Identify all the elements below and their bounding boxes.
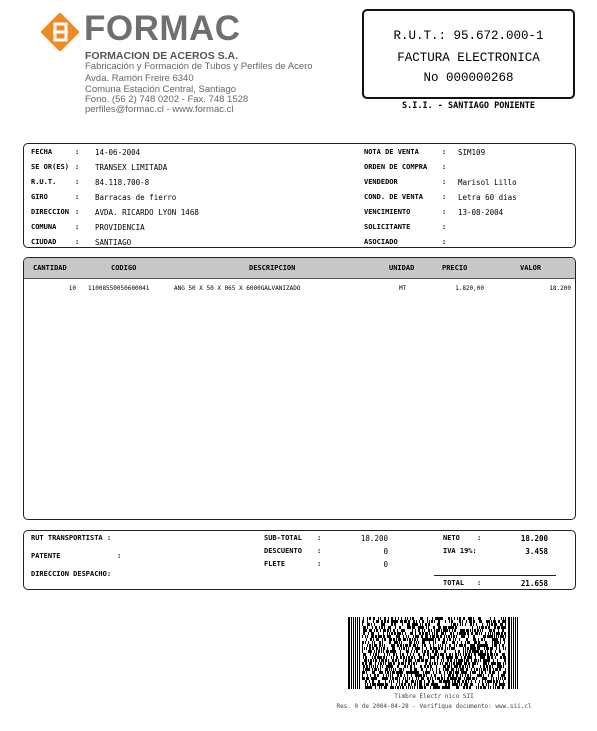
- neto-colon: :: [477, 534, 482, 542]
- field-colon: :: [442, 178, 447, 186]
- field-colon: :: [442, 163, 447, 171]
- descuento-value: 0: [383, 547, 388, 556]
- field-colon: :: [75, 223, 80, 231]
- field-value: Marisol Lillo: [458, 178, 517, 187]
- total-label: TOTAL: [443, 579, 465, 587]
- address-line: Comuna Estación Central, Santiago: [85, 84, 237, 95]
- header-precio: PRECIO: [442, 264, 468, 272]
- iva-label: IVA 19%:: [443, 547, 477, 555]
- patente-label: PATENTE: [31, 552, 61, 560]
- field-colon: :: [75, 163, 80, 171]
- field-label: VENDEDOR: [364, 178, 398, 186]
- company-name: FORMACION DE ACEROS S.A.: [85, 50, 239, 62]
- header-cantidad: CANTIDAD: [33, 264, 67, 272]
- iva-value: 3.458: [525, 547, 548, 556]
- total-colon: :: [477, 579, 482, 587]
- field-label: CIUDAD: [31, 238, 57, 246]
- items-table: [23, 257, 576, 520]
- document-type: FACTURA ELECTRONICA: [397, 51, 540, 65]
- address-line: Fono. (56 2) 748 0202 - Fax. 748 1528: [85, 94, 249, 105]
- field-value: TRANSEX LIMITADA: [95, 163, 168, 172]
- total-value: 21.658: [520, 579, 548, 588]
- field-value: 13-08-2004: [458, 208, 504, 217]
- field-label: ASOCIADO: [364, 238, 398, 246]
- field-value: SIM109: [458, 148, 486, 157]
- sii-office: S.I.I. - SANTIAGO PONIENTE: [401, 101, 536, 111]
- subtotal-label: SUB-TOTAL: [264, 534, 302, 542]
- field-label: COND. DE VENTA: [364, 193, 424, 201]
- header-valor: VALOR: [520, 264, 542, 272]
- field-label: DIRECCION: [31, 208, 69, 216]
- pdf417-barcode-icon: [348, 617, 520, 689]
- field-colon: :: [442, 193, 447, 201]
- total-divider: [434, 575, 556, 576]
- field-value: SANTIAGO: [95, 238, 132, 247]
- field-label: VENCIMIENTO: [364, 208, 411, 216]
- field-value: 14-06-2004: [95, 148, 141, 157]
- field-value: Letra 60 dias: [458, 193, 517, 202]
- document-number: No 000000268: [423, 71, 514, 85]
- flete-value: 0: [383, 560, 388, 569]
- patente-colon: :: [117, 552, 122, 560]
- field-value: AVDA. RICARDO LYON 1468: [95, 208, 199, 217]
- rut-transportista-label: RUT TRANSPORTISTA :: [31, 534, 112, 542]
- brand-name: FORMAC: [84, 9, 241, 48]
- field-label: NOTA DE VENTA: [364, 148, 419, 156]
- field-colon: :: [75, 148, 80, 156]
- subtotal-value: 18.200: [360, 534, 388, 543]
- field-colon: :: [442, 148, 447, 156]
- flete-label: FLETE: [264, 560, 286, 568]
- address-line: Avda. Ramón Freire 6340: [85, 73, 194, 84]
- address-line: perfiles@formac.cl - www.formac.cl: [85, 104, 234, 115]
- stamp-note: Res. 0 de 2004-04-28 - Verifique documento: www.sii.cl: [336, 703, 532, 710]
- issuer-rut: R.U.T.: 95.672.000-1: [393, 29, 544, 43]
- field-label: GIRO: [31, 193, 48, 201]
- descuento-colon: :: [317, 547, 322, 555]
- field-label: SE OR(ES): [31, 163, 69, 171]
- cell-precio: 1.820,00: [455, 285, 484, 292]
- field-label: ORDEN DE COMPRA: [364, 163, 428, 171]
- header-codigo: CODIGO: [111, 264, 137, 272]
- direccion-despacho-label: DIRECCION DESPACHO:: [31, 570, 112, 578]
- neto-value: 18.200: [520, 534, 548, 543]
- subtotal-colon: :: [317, 534, 322, 542]
- field-label: R.U.T.: [31, 178, 57, 186]
- flete-colon: :: [317, 560, 322, 568]
- neto-label: NETO: [443, 534, 460, 542]
- descuento-label: DESCUENTO: [264, 547, 302, 555]
- document-id-box: [362, 9, 575, 99]
- cell-cantidad: 10: [68, 285, 76, 292]
- field-value: PROVIDENCIA: [95, 223, 145, 232]
- field-colon: :: [442, 238, 447, 246]
- field-colon: :: [75, 238, 80, 246]
- field-colon: :: [75, 193, 80, 201]
- stamp-title: Timbre Electr nico SII: [394, 693, 474, 700]
- field-label: SOLICITANTE: [364, 223, 411, 231]
- cell-unidad: MT: [399, 285, 407, 292]
- formac-logo-icon: [41, 13, 79, 51]
- header-descripcion: DESCRIPCION: [249, 264, 296, 272]
- field-colon: :: [442, 223, 447, 231]
- client-info-box: [23, 143, 576, 248]
- field-colon: :: [75, 178, 80, 186]
- header-unidad: UNIDAD: [389, 264, 415, 272]
- totals-box: [23, 530, 576, 590]
- field-colon: :: [442, 208, 447, 216]
- field-label: COMUNA: [31, 223, 57, 231]
- company-description: Fabricación y Formación de Tubos y Perfiles de Acero: [85, 61, 313, 72]
- items-table-header: [24, 258, 575, 279]
- field-label: FECHA: [31, 148, 53, 156]
- cell-valor: 18.200: [549, 285, 571, 292]
- field-colon: :: [75, 208, 80, 216]
- cell-descripcion: ANG 50 X 50 X 065 X 6000GALVANIZADO: [174, 285, 301, 292]
- field-value: 84.118.700-8: [95, 178, 150, 187]
- cell-codigo: 11008550050600041: [88, 285, 150, 292]
- field-value: Barracas de fierro: [95, 193, 177, 202]
